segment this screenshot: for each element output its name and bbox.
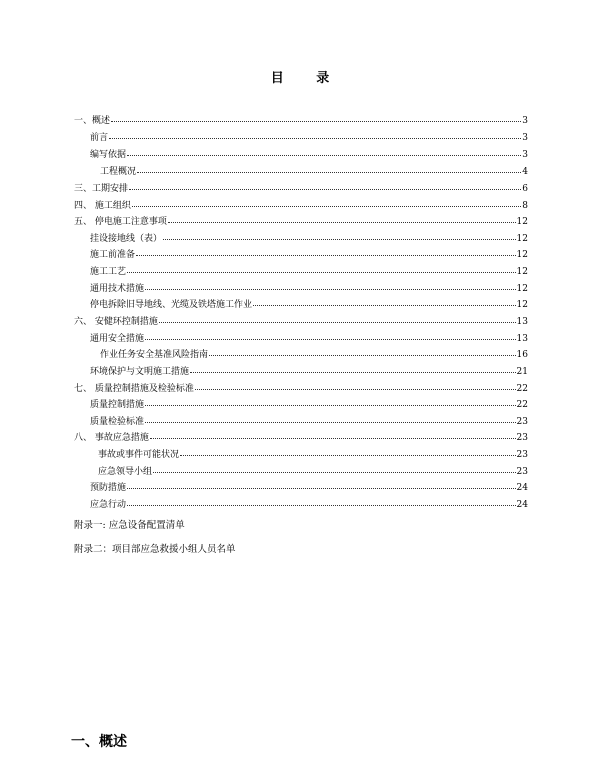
toc-leader-dots xyxy=(127,495,516,506)
toc-title: 目 录 xyxy=(270,71,344,86)
toc-entry-label: 事故或事件可能状况 xyxy=(98,450,180,460)
toc-leader-dots xyxy=(132,196,521,207)
toc-entry[interactable] xyxy=(90,230,528,245)
toc-leader-dots xyxy=(111,111,521,122)
toc-entry-page: 24 xyxy=(516,500,528,510)
toc-entry[interactable] xyxy=(90,129,528,144)
toc-entry-page: 13 xyxy=(516,317,528,327)
toc-leader-dots xyxy=(153,462,516,473)
toc-leader-dots xyxy=(190,362,516,373)
toc-entry-label: 五、 停电施工注意事项 xyxy=(74,217,167,227)
toc-leader-dots xyxy=(109,128,521,139)
toc-entry-label: 三、工期安排 xyxy=(74,184,129,194)
toc-entry-label: 挂设接地线（表） xyxy=(90,234,163,244)
toc-entry-page: 8 xyxy=(522,201,528,211)
toc-entry[interactable] xyxy=(90,246,528,261)
toc-entry-page: 12 xyxy=(516,250,528,260)
toc-entry-label: 应急行动 xyxy=(90,500,127,510)
toc-leader-dots xyxy=(253,295,516,306)
toc-entry[interactable] xyxy=(98,446,528,461)
toc-entry-page: 24 xyxy=(516,483,528,493)
toc-entry-page: 12 xyxy=(516,234,528,244)
toc-entry[interactable] xyxy=(90,413,528,428)
toc-entry[interactable] xyxy=(74,213,528,228)
toc-entry-page: 23 xyxy=(516,467,528,477)
toc-entry[interactable] xyxy=(74,180,528,195)
toc-entry-label: 七、 质量控制措施及检验标准 xyxy=(74,384,194,394)
toc-entry[interactable] xyxy=(74,197,528,212)
appendix-2: 附录二：项目部应急救援小组人员名单 xyxy=(74,544,236,555)
toc-entry[interactable] xyxy=(90,396,528,411)
toc-entry[interactable] xyxy=(90,479,528,494)
toc-leader-dots xyxy=(127,478,516,489)
toc-entry[interactable] xyxy=(74,429,528,444)
toc-entry-page: 12 xyxy=(516,284,528,294)
toc-entry[interactable] xyxy=(90,280,528,295)
toc-entry-page: 12 xyxy=(516,267,528,277)
toc-entry[interactable] xyxy=(74,112,528,127)
toc-leader-dots xyxy=(163,229,516,240)
toc-entry-page: 16 xyxy=(516,350,528,360)
toc-entry[interactable] xyxy=(90,146,528,161)
toc-leader-dots xyxy=(127,262,516,273)
toc-leader-dots xyxy=(145,395,516,406)
toc-entry-label: 作业任务安全基准风险指南 xyxy=(100,350,209,360)
toc-entry[interactable] xyxy=(98,463,528,478)
toc-entry[interactable] xyxy=(100,163,528,178)
section-heading: 一、概述 xyxy=(71,734,127,750)
toc-entry-page: 12 xyxy=(516,300,528,310)
toc-entry-page: 23 xyxy=(516,417,528,427)
toc-leader-dots xyxy=(129,179,521,190)
toc-entry[interactable] xyxy=(90,330,528,345)
toc-entry[interactable] xyxy=(90,296,528,311)
toc-leader-dots xyxy=(145,329,516,340)
toc-entry-label: 通用安全措施 xyxy=(90,334,145,344)
toc-entry-label: 停电拆除旧导地线、光缆及铁塔施工作业 xyxy=(90,300,253,310)
toc-entry-label: 四、 施工组织 xyxy=(74,201,131,211)
toc-entry-label: 编写依据 xyxy=(90,150,127,160)
toc-entry-label: 六、 安健环控制措施 xyxy=(74,317,158,327)
toc-leader-dots xyxy=(168,212,516,223)
toc-entry-page: 13 xyxy=(516,334,528,344)
toc-leader-dots xyxy=(127,145,521,156)
toc-entry-page: 3 xyxy=(522,150,528,160)
toc-entry-page: 23 xyxy=(516,450,528,460)
toc-entry-page: 12 xyxy=(516,217,528,227)
toc-leader-dots xyxy=(150,428,516,439)
toc-entry-label: 预防措施 xyxy=(90,483,127,493)
toc-entry-label: 质量检验标准 xyxy=(90,417,145,427)
toc-entry-label: 前言 xyxy=(90,133,109,143)
toc-entry-page: 3 xyxy=(522,133,528,143)
toc-leader-dots xyxy=(145,412,516,423)
toc-entry[interactable] xyxy=(90,263,528,278)
toc-entry[interactable] xyxy=(90,496,528,511)
toc-entry-page: 3 xyxy=(522,116,528,126)
toc-entry[interactable] xyxy=(74,313,528,328)
toc-entry-page: 22 xyxy=(516,384,528,394)
toc-leader-dots xyxy=(209,345,516,356)
toc-entry[interactable] xyxy=(90,363,528,378)
toc-leader-dots xyxy=(159,312,516,323)
toc-leader-dots xyxy=(180,445,516,456)
toc-entry-label: 质量控制措施 xyxy=(90,400,145,410)
toc-entry-page: 23 xyxy=(516,433,528,443)
toc-entry-label: 一、概述 xyxy=(74,116,111,126)
toc-entry[interactable] xyxy=(74,380,528,395)
toc-leader-dots xyxy=(145,279,516,290)
toc-entry-label: 施工工艺 xyxy=(90,267,127,277)
toc-entry-label: 应急领导小组 xyxy=(98,467,153,477)
toc-entry-page: 4 xyxy=(522,167,528,177)
toc-entry[interactable] xyxy=(100,346,528,361)
toc-entry-page: 22 xyxy=(516,400,528,410)
toc-entry-label: 环境保护与文明施工措施 xyxy=(90,367,190,377)
toc-leader-dots xyxy=(136,245,516,256)
toc-entry-label: 施工前准备 xyxy=(90,250,136,260)
appendix-1: 附录一: 应急设备配置清单 xyxy=(74,520,185,531)
toc-entry-page: 6 xyxy=(522,184,528,194)
toc-entry-page: 21 xyxy=(516,367,528,377)
toc-entry-label: 八、 事故应急措施 xyxy=(74,433,149,443)
toc-leader-dots xyxy=(195,379,516,390)
toc-leader-dots xyxy=(137,162,521,173)
toc-entry-label: 通用技术措施 xyxy=(90,284,145,294)
toc-entry-label: 工程概况 xyxy=(100,167,137,177)
